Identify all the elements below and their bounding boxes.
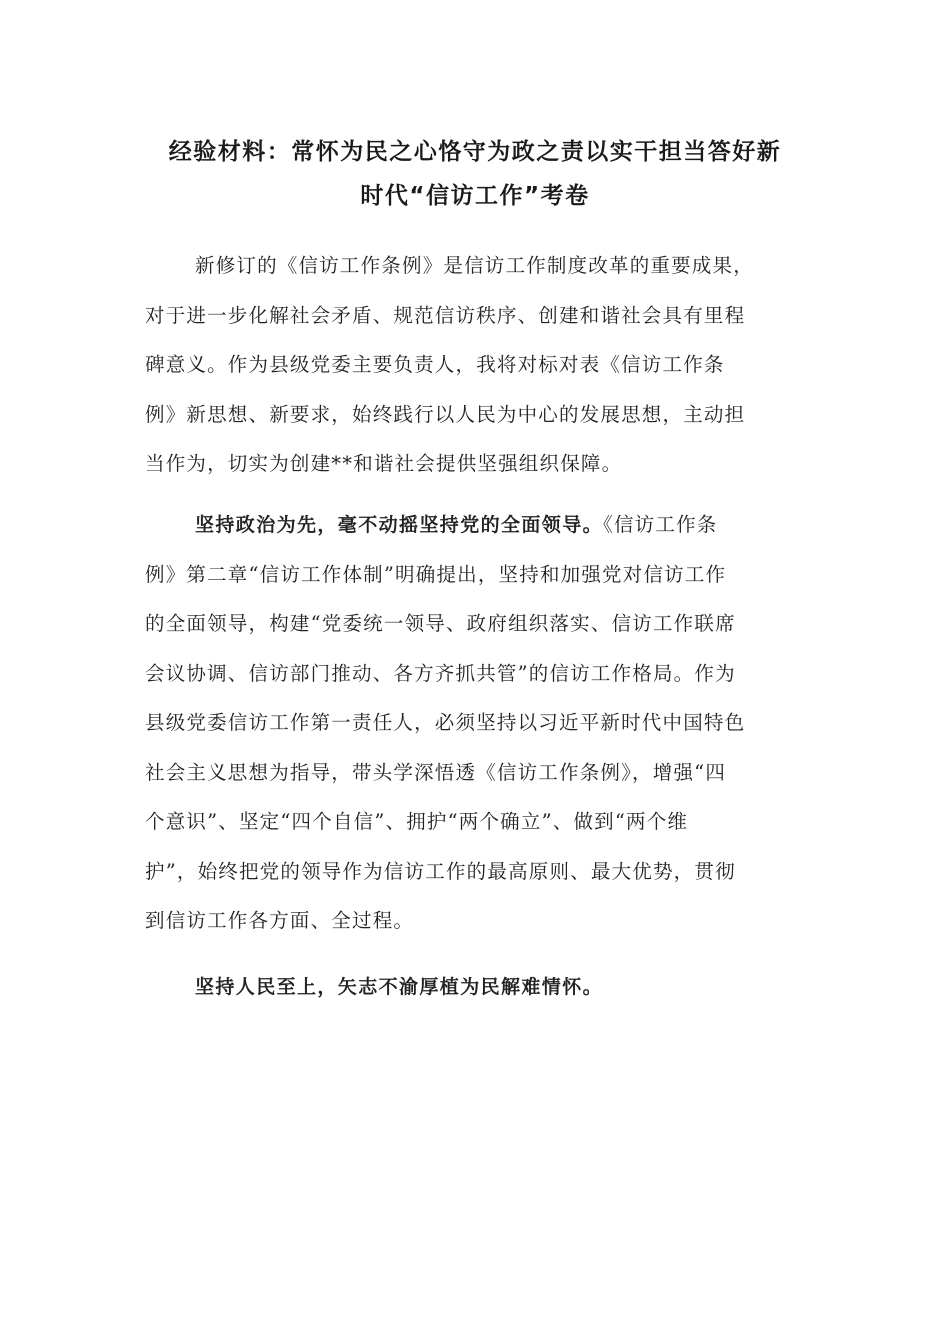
paragraph-line: 的全面领导，构建“党委统一领导、政府组织落实、信访工作联席 xyxy=(145,612,736,635)
paragraph-line: 例》第二章“信访工作体制”明确提出，坚持和加强党对信访工作 xyxy=(145,562,727,586)
title-line-1: 经验材料：常怀为民之心恪守为政之责以实干担当答好新 xyxy=(168,139,782,165)
paragraph-political-leadership xyxy=(145,500,795,946)
paragraph-line: 到信访工作各方面、全过程。 xyxy=(145,909,415,932)
paragraph-people-first xyxy=(145,962,795,1012)
paragraph-first-line xyxy=(145,962,795,1012)
paragraph-line: 对于进一步化解社会矛盾、规范信访秩序、创建和谐社会具有里程 xyxy=(145,303,746,327)
paragraph-line: 个意识”、坚定“四个自信”、拥护“两个确立”、做到“两个维 xyxy=(145,810,689,833)
paragraph-line: 例》新思想、新要求，始终践行以人民为中心的发展思想，主动担 xyxy=(145,402,746,426)
paragraph-line: 社会主义思想为指导，带头学深悟透《信访工作条例》，增强“四 xyxy=(145,760,727,784)
paragraph-first-line xyxy=(145,500,795,550)
paragraph-line: 会议协调、信访部门推动、各方齐抓共管”的信访工作格局。作为 xyxy=(145,661,736,685)
section-heading: 坚持人民至上，矢志不渝厚植为民解难情怀。 xyxy=(195,976,604,998)
paragraph-line: 护”，始终把党的领导作为信访工作的最高原则、最大优势，贯彻 xyxy=(145,859,736,883)
paragraph-line-rest: 《信访工作条 xyxy=(603,513,718,536)
paragraph-line: 新修订的《信访工作条例》是信访工作制度改革的重要成果， xyxy=(195,254,754,277)
document-title xyxy=(140,130,810,218)
paragraph-intro xyxy=(145,241,795,489)
paragraph-line: 当作为，切实为创建**和谐社会提供坚强组织保障。 xyxy=(145,452,623,475)
paragraph-line: 县级党委信访工作第一责任人，必须坚持以习近平新时代中国特色 xyxy=(145,711,746,734)
section-heading: 坚持政治为先，毫不动摇坚持党的全面领导。 xyxy=(195,514,604,536)
paragraph-line: 碑意义。作为县级党委主要负责人，我将对标对表《信访工作条 xyxy=(145,353,725,376)
title-line-2: 时代“信访工作”考卷 xyxy=(360,183,590,209)
